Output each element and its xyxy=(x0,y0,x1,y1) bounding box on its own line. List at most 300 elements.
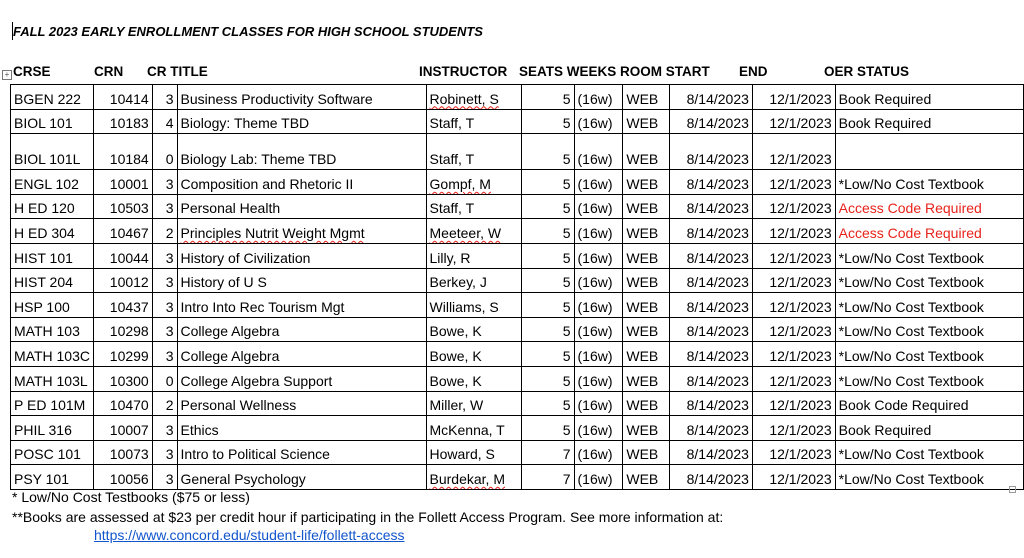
cell-start-text: 8/14/2023 xyxy=(686,115,749,132)
cell-crn-text: 10012 xyxy=(109,274,149,291)
cell-room-text: WEB xyxy=(626,224,659,241)
cell-seats xyxy=(522,465,574,490)
cell-start xyxy=(670,134,753,170)
cell-end xyxy=(752,243,835,268)
cell-instructor xyxy=(426,293,522,318)
cell-crse-text: HIST 101 xyxy=(14,249,73,266)
cell-crse xyxy=(11,317,94,342)
table-row xyxy=(11,293,1024,318)
cell-title-text: Personal Health xyxy=(180,200,281,217)
table-row xyxy=(11,465,1024,490)
cell-weeks-text: (16w) xyxy=(577,274,613,291)
cell-credits xyxy=(152,134,177,170)
cell-oer-status xyxy=(835,416,1023,441)
cell-title xyxy=(177,416,426,441)
cell-room xyxy=(623,391,670,416)
cell-crse xyxy=(11,268,94,293)
footnote-low-cost: * Low/No Cost Testbooks ($75 or less) xyxy=(12,489,250,505)
cell-crn-text: 10470 xyxy=(109,397,149,414)
cell-title xyxy=(177,293,426,318)
cell-oer-status xyxy=(835,268,1023,293)
cell-instructor-text: Bowe, K xyxy=(429,347,482,364)
cell-crn xyxy=(93,194,152,219)
cell-instructor-text: Meeteer, W xyxy=(429,224,502,241)
cell-room-text: WEB xyxy=(626,470,659,487)
cell-seats xyxy=(522,440,574,465)
cell-oer-status-text: *Low/No Cost Textbook xyxy=(838,470,984,487)
cell-title-text: Personal Wellness xyxy=(180,397,297,414)
cell-end xyxy=(752,293,835,318)
cell-start-text: 8/14/2023 xyxy=(686,347,749,364)
cell-title-text: College Algebra xyxy=(180,347,280,364)
cell-end xyxy=(752,194,835,219)
cell-room-text: WEB xyxy=(626,446,659,463)
cell-room-text: WEB xyxy=(626,323,659,340)
cell-weeks xyxy=(574,342,623,367)
table-row xyxy=(11,440,1024,465)
cell-oer-status xyxy=(835,342,1023,367)
cell-start-text: 8/14/2023 xyxy=(686,200,749,217)
cell-oer-status-text: Access Code Required xyxy=(838,224,982,241)
cell-crn-text: 10437 xyxy=(109,298,149,315)
cell-end xyxy=(752,416,835,441)
cell-room xyxy=(623,366,670,391)
cell-crn xyxy=(93,317,152,342)
cell-oer-status-text: Book Code Required xyxy=(838,397,969,414)
cell-crse-text: ENGL 102 xyxy=(14,175,79,192)
cell-seats xyxy=(522,342,574,367)
cell-crse xyxy=(11,391,94,416)
cell-weeks-text: (16w) xyxy=(577,323,613,340)
cell-crse-text: BGEN 222 xyxy=(14,90,81,107)
cell-weeks xyxy=(574,416,623,441)
cell-instructor xyxy=(426,194,522,219)
cell-end xyxy=(752,268,835,293)
cell-credits-text: 2 xyxy=(165,224,174,241)
cell-room xyxy=(623,109,670,134)
cell-start-text: 8/14/2023 xyxy=(686,90,749,107)
cell-oer-status xyxy=(835,85,1023,110)
cell-oer-status-text: *Low/No Cost Textbook xyxy=(838,323,984,340)
cell-end-text: 12/1/2023 xyxy=(769,298,832,315)
cell-start xyxy=(670,342,753,367)
cell-room xyxy=(623,465,670,490)
cell-crse xyxy=(11,366,94,391)
cell-oer-status-text: *Low/No Cost Textbook xyxy=(838,274,984,291)
cell-weeks-text: (16w) xyxy=(577,224,613,241)
cell-weeks xyxy=(574,317,623,342)
cell-crse xyxy=(11,109,94,134)
cell-weeks xyxy=(574,85,623,110)
cell-title-text: College Algebra Support xyxy=(180,372,333,389)
cell-crn-text: 10056 xyxy=(109,470,149,487)
cell-oer-status-text: Access Code Required xyxy=(838,200,982,217)
cell-start xyxy=(670,391,753,416)
cell-instructor xyxy=(426,465,522,490)
cell-title-text: College Algebra xyxy=(180,323,280,340)
cell-start-text: 8/14/2023 xyxy=(686,151,749,168)
cell-weeks-text: (16w) xyxy=(577,446,613,463)
header-crn: CRN xyxy=(94,64,124,79)
cell-seats-text: 5 xyxy=(562,397,571,414)
cell-oer-status xyxy=(835,440,1023,465)
cell-end xyxy=(752,465,835,490)
cell-weeks xyxy=(574,134,623,170)
table-resize-handle[interactable] xyxy=(1009,486,1016,493)
cell-crn-text: 10503 xyxy=(109,200,149,217)
cell-credits xyxy=(152,268,177,293)
cell-instructor xyxy=(426,268,522,293)
cell-crn-text: 10467 xyxy=(109,224,149,241)
cell-instructor-text: Lilly, R xyxy=(429,249,471,266)
cell-title xyxy=(177,317,426,342)
cell-instructor xyxy=(426,317,522,342)
cell-oer-status-text: Book Required xyxy=(838,90,932,107)
cell-instructor-text: Gompf, M xyxy=(429,175,491,192)
cell-title xyxy=(177,391,426,416)
cell-oer-status-text: *Low/No Cost Textbook xyxy=(838,298,984,315)
cell-seats xyxy=(522,317,574,342)
cell-start-text: 8/14/2023 xyxy=(686,249,749,266)
cell-credits xyxy=(152,366,177,391)
cell-crse xyxy=(11,416,94,441)
document-title: FALL 2023 EARLY ENROLLMENT CLASSES FOR HIGH SCHOOL STUDENTS xyxy=(13,24,483,39)
cell-credits-text: 3 xyxy=(165,446,174,463)
cell-start-text: 8/14/2023 xyxy=(686,323,749,340)
cell-seats-text: 5 xyxy=(562,175,571,192)
cell-crn xyxy=(93,134,152,170)
cell-room-text: WEB xyxy=(626,421,659,438)
cell-title-text: Intro Into Rec Tourism Mgt xyxy=(180,298,345,315)
cell-room xyxy=(623,440,670,465)
cell-instructor xyxy=(426,243,522,268)
cell-instructor xyxy=(426,391,522,416)
cell-weeks-text: (16w) xyxy=(577,470,613,487)
cell-credits-text: 3 xyxy=(165,470,174,487)
cell-instructor xyxy=(426,366,522,391)
cell-crse xyxy=(11,170,94,195)
cell-room-text: WEB xyxy=(626,115,659,132)
cell-room xyxy=(623,317,670,342)
cell-room-text: WEB xyxy=(626,90,659,107)
table-row xyxy=(11,268,1024,293)
cell-start xyxy=(670,243,753,268)
cell-oer-status-text: *Low/No Cost Textbook xyxy=(838,446,984,463)
cell-crse-text: BIOL 101L xyxy=(14,151,81,168)
cell-weeks-text: (16w) xyxy=(577,397,613,414)
cell-start-text: 8/14/2023 xyxy=(686,470,749,487)
cell-room xyxy=(623,416,670,441)
cell-weeks xyxy=(574,109,623,134)
cell-title-text: Intro to Political Science xyxy=(180,446,330,463)
cell-weeks xyxy=(574,440,623,465)
cell-oer-status-text: *Low/No Cost Textbook xyxy=(838,175,984,192)
cell-crn xyxy=(93,416,152,441)
cell-start xyxy=(670,194,753,219)
cell-start xyxy=(670,170,753,195)
cell-credits-text: 3 xyxy=(165,175,174,192)
cell-seats xyxy=(522,85,574,110)
cell-crse-text: HSP 100 xyxy=(14,298,70,315)
cell-credits-text: 3 xyxy=(165,249,174,266)
cell-instructor xyxy=(426,170,522,195)
cell-oer-status xyxy=(835,219,1023,244)
cell-seats xyxy=(522,219,574,244)
cell-seats-text: 5 xyxy=(562,372,571,389)
table-row xyxy=(11,342,1024,367)
cell-crse-text: MATH 103C xyxy=(14,347,90,364)
cell-oer-status xyxy=(835,366,1023,391)
cell-crn-text: 10007 xyxy=(109,421,149,438)
cell-end xyxy=(752,134,835,170)
cell-credits-text: 0 xyxy=(165,372,174,389)
cell-crn xyxy=(93,170,152,195)
cell-seats-text: 7 xyxy=(562,446,571,463)
cell-credits xyxy=(152,391,177,416)
course-table xyxy=(10,84,1024,490)
cell-start-text: 8/14/2023 xyxy=(686,298,749,315)
cell-title-text: Principles Nutrit Weight Mgmt xyxy=(180,224,365,241)
cell-room xyxy=(623,342,670,367)
header-seats-weeks-room-start: SEATS WEEKS ROOM START xyxy=(519,64,710,79)
cell-title xyxy=(177,243,426,268)
cell-credits-text: 3 xyxy=(165,200,174,217)
cell-oer-status xyxy=(835,134,1023,170)
cell-seats xyxy=(522,293,574,318)
cell-seats xyxy=(522,391,574,416)
cell-seats-text: 5 xyxy=(562,115,571,132)
cell-weeks xyxy=(574,366,623,391)
cell-end xyxy=(752,109,835,134)
cell-start xyxy=(670,219,753,244)
cell-crse xyxy=(11,243,94,268)
cell-credits-text: 3 xyxy=(165,323,174,340)
cell-title xyxy=(177,194,426,219)
cell-credits xyxy=(152,342,177,367)
cell-title xyxy=(177,219,426,244)
cell-end xyxy=(752,342,835,367)
cell-crn xyxy=(93,366,152,391)
cell-end xyxy=(752,440,835,465)
cell-credits xyxy=(152,109,177,134)
cell-instructor-text: Miller, W xyxy=(429,397,484,414)
cell-title-text: Composition and Rhetoric II xyxy=(180,175,354,192)
cell-start xyxy=(670,465,753,490)
cell-end xyxy=(752,170,835,195)
cell-crse-text: MATH 103 xyxy=(14,323,80,340)
cell-room-text: WEB xyxy=(626,397,659,414)
cell-end-text: 12/1/2023 xyxy=(769,175,832,192)
cell-credits xyxy=(152,194,177,219)
cell-seats xyxy=(522,109,574,134)
cell-crse xyxy=(11,219,94,244)
cell-weeks xyxy=(574,391,623,416)
cell-instructor-text: Burdekar, M xyxy=(429,470,505,487)
cell-credits xyxy=(152,170,177,195)
cell-instructor xyxy=(426,109,522,134)
cell-credits xyxy=(152,85,177,110)
footnote-follett: **Books are assessed at $23 per credit hour if participating in the Follett Access Program. See more information at: xyxy=(12,509,724,525)
cell-weeks-text: (16w) xyxy=(577,372,613,389)
cell-title-text: History of Civilization xyxy=(180,249,311,266)
cell-start-text: 8/14/2023 xyxy=(686,274,749,291)
cell-weeks xyxy=(574,243,623,268)
cell-seats xyxy=(522,268,574,293)
table-row xyxy=(11,85,1024,110)
cell-start xyxy=(670,268,753,293)
cell-start xyxy=(670,416,753,441)
cell-instructor-text: Williams, S xyxy=(429,298,499,315)
cell-start xyxy=(670,366,753,391)
cell-room-text: WEB xyxy=(626,200,659,217)
table-row xyxy=(11,416,1024,441)
cell-title xyxy=(177,170,426,195)
cell-crn xyxy=(93,243,152,268)
cell-end-text: 12/1/2023 xyxy=(769,323,832,340)
cell-title-text: History of U S xyxy=(180,274,267,291)
cell-end xyxy=(752,85,835,110)
cell-end-text: 12/1/2023 xyxy=(769,347,832,364)
cell-weeks xyxy=(574,194,623,219)
cell-weeks xyxy=(574,465,623,490)
cell-end-text: 12/1/2023 xyxy=(769,224,832,241)
cell-oer-status xyxy=(835,109,1023,134)
cell-credits-text: 2 xyxy=(165,397,174,414)
cell-instructor-text: McKenna, T xyxy=(429,421,505,438)
cell-crn-text: 10300 xyxy=(109,372,149,389)
cell-instructor-text: Bowe, K xyxy=(429,372,482,389)
cell-end-text: 12/1/2023 xyxy=(769,397,832,414)
cell-room xyxy=(623,170,670,195)
cell-room-text: WEB xyxy=(626,175,659,192)
cell-crn xyxy=(93,268,152,293)
cell-room-text: WEB xyxy=(626,151,659,168)
cell-instructor-text: Bowe, K xyxy=(429,323,482,340)
cell-seats xyxy=(522,134,574,170)
cell-room-text: WEB xyxy=(626,274,659,291)
cell-title-text: Business Productivity Software xyxy=(180,90,373,107)
cell-oer-status-text: *Low/No Cost Textbook xyxy=(838,347,984,364)
cell-instructor xyxy=(426,440,522,465)
cell-credits xyxy=(152,317,177,342)
cell-instructor-text: Staff, T xyxy=(429,200,475,217)
cell-room xyxy=(623,85,670,110)
cell-weeks xyxy=(574,170,623,195)
cell-seats-text: 5 xyxy=(562,274,571,291)
cell-credits-text: 3 xyxy=(165,90,174,107)
cell-weeks-text: (16w) xyxy=(577,298,613,315)
cell-end-text: 12/1/2023 xyxy=(769,470,832,487)
cell-seats-text: 5 xyxy=(562,224,571,241)
cell-credits xyxy=(152,293,177,318)
cell-seats-text: 5 xyxy=(562,347,571,364)
table-move-handle-icon[interactable]: + xyxy=(2,70,12,80)
cell-oer-status xyxy=(835,317,1023,342)
cell-seats-text: 5 xyxy=(562,421,571,438)
cell-instructor xyxy=(426,85,522,110)
cell-seats xyxy=(522,366,574,391)
cell-instructor-text: Staff, T xyxy=(429,151,475,168)
cell-crse-text: POSC 101 xyxy=(14,446,81,463)
cell-instructor-text: Staff, T xyxy=(429,115,475,132)
cell-seats-text: 5 xyxy=(562,151,571,168)
cell-weeks-text: (16w) xyxy=(577,421,613,438)
cell-room-text: WEB xyxy=(626,249,659,266)
cell-crse-text: PHIL 316 xyxy=(14,421,72,438)
cell-crse-text: H ED 304 xyxy=(14,224,75,241)
cell-instructor xyxy=(426,416,522,441)
table-row xyxy=(11,317,1024,342)
cell-room-text: WEB xyxy=(626,347,659,364)
cell-end-text: 12/1/2023 xyxy=(769,446,832,463)
cell-weeks-text: (16w) xyxy=(577,249,613,266)
cell-oer-status-text: Book Required xyxy=(838,421,932,438)
cell-crse xyxy=(11,194,94,219)
cell-crse-text: BIOL 101 xyxy=(14,115,73,132)
cell-crn xyxy=(93,440,152,465)
cell-credits-text: 3 xyxy=(165,274,174,291)
cell-oer-status-text: *Low/No Cost Textbook xyxy=(838,372,984,389)
cell-weeks xyxy=(574,293,623,318)
cell-crse xyxy=(11,465,94,490)
cell-seats-text: 5 xyxy=(562,298,571,315)
cell-oer-status xyxy=(835,391,1023,416)
cell-room xyxy=(623,268,670,293)
cell-oer-status-text: *Low/No Cost Textbook xyxy=(838,249,984,266)
cell-crse xyxy=(11,440,94,465)
cell-title-text: Ethics xyxy=(180,421,219,438)
cell-title xyxy=(177,342,426,367)
cell-weeks-text: (16w) xyxy=(577,200,613,217)
cell-seats xyxy=(522,243,574,268)
cell-title-text: Biology Lab: Theme TBD xyxy=(180,151,337,168)
cell-crn-text: 10044 xyxy=(109,249,149,266)
cell-start-text: 8/14/2023 xyxy=(686,175,749,192)
cell-room-text: WEB xyxy=(626,298,659,315)
follett-access-link[interactable]: https://www.concord.edu/student-life/follett-access xyxy=(94,527,405,543)
cell-room xyxy=(623,194,670,219)
cell-oer-status-text: Book Required xyxy=(838,115,932,132)
cell-title-text: General Psychology xyxy=(180,470,306,487)
cell-room xyxy=(623,243,670,268)
table-row xyxy=(11,366,1024,391)
cell-crse-text: PSY 101 xyxy=(14,470,70,487)
cell-end xyxy=(752,317,835,342)
cell-weeks xyxy=(574,219,623,244)
cell-end xyxy=(752,219,835,244)
cell-oer-status xyxy=(835,243,1023,268)
cell-credits-text: 4 xyxy=(165,115,174,132)
cell-title xyxy=(177,440,426,465)
cell-start xyxy=(670,85,753,110)
cell-seats xyxy=(522,416,574,441)
cell-crn-text: 10001 xyxy=(109,175,149,192)
cell-seats-text: 5 xyxy=(562,200,571,217)
cell-crn-text: 10183 xyxy=(109,115,149,132)
cell-crn xyxy=(93,219,152,244)
cell-title-text: Biology: Theme TBD xyxy=(180,115,310,132)
cell-crse-text: H ED 120 xyxy=(14,200,75,217)
cell-credits-text: 0 xyxy=(165,151,174,168)
cell-instructor xyxy=(426,219,522,244)
cell-title xyxy=(177,109,426,134)
table-row xyxy=(11,194,1024,219)
table-row xyxy=(11,170,1024,195)
cell-seats-text: 5 xyxy=(562,90,571,107)
cell-crse xyxy=(11,134,94,170)
cell-room xyxy=(623,293,670,318)
cell-start xyxy=(670,109,753,134)
